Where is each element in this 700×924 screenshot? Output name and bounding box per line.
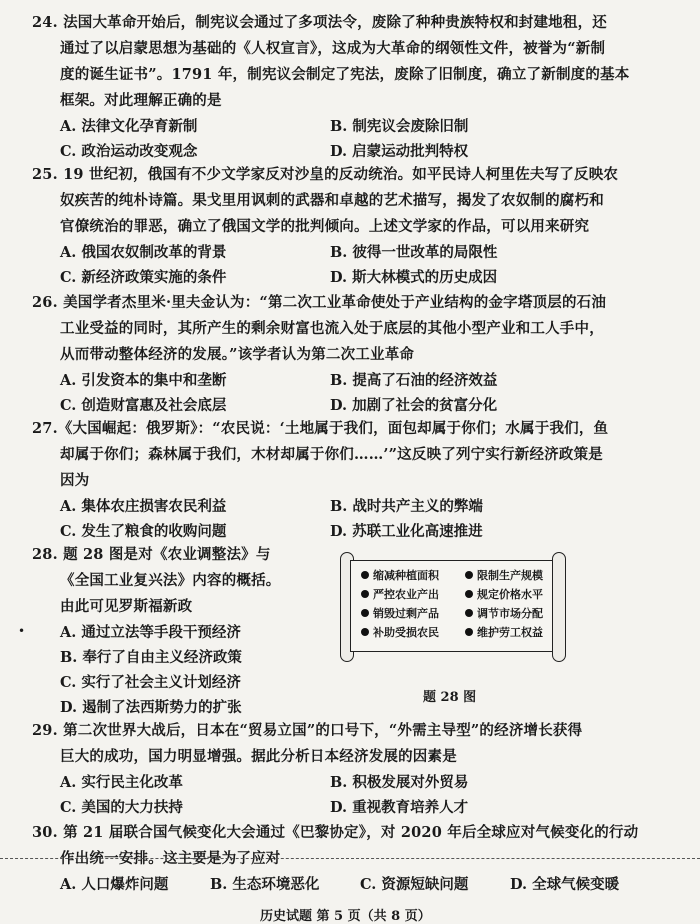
figure-item: 严控农业产出 (361, 586, 439, 602)
question-29 (32, 718, 672, 820)
question-stem-line: 因为 (60, 472, 90, 489)
option-b: B. 彼得一世改革的局限性 (330, 244, 498, 261)
figure-caption: 题 28 图 (423, 690, 477, 705)
question-stem-line: 28. 题 28 图是对《农业调整法》与 (32, 546, 271, 563)
question-stem-line: 作出统一安排。这主要是为了应对 (60, 850, 281, 867)
question-stem-line: 26. 美国学者杰里米·里夫金认为：“第二次工业革命使处于产业结构的金字塔顶层的石油 (32, 294, 607, 311)
figure-item: 缩减种植面积 (361, 567, 439, 583)
question-stem-line: 却属于你们；森林属于我们，木材却属于你们……’”这反映了列宁实行新经济政策是 (60, 446, 603, 463)
bullet-icon (361, 628, 369, 636)
option-a: A. 引发资本的集中和垄断 (60, 372, 227, 389)
question-stem-line: 由此可见罗斯福新政 (60, 598, 193, 615)
question-stem-line: 29. 第二次世界大战后，日本在“贸易立国”的口号下，“外需主导型”的经济增长获得 (32, 722, 583, 739)
question-stem-line: 框架。对此理解正确的是 (60, 92, 222, 109)
option-a: A. 法律文化孕育新制 (60, 118, 198, 135)
question-stem-line: 25. 19 世纪初，俄国有不少文学家反对沙皇的反动统治。如平民诗人柯里佐夫写了反映农 (32, 166, 619, 183)
bullet-icon (465, 609, 473, 617)
option-c: C. 美国的大力扶持 (60, 799, 183, 816)
option-d: D. 遏制了法西斯势力的扩张 (60, 699, 242, 716)
scroll-roller-right (552, 552, 566, 662)
question-stem-line: 27.《大国崛起：俄罗斯》：“农民说：‘土地属于我们，面包却属于你们；水属于我们，鱼 (32, 420, 609, 437)
option-d: D. 苏联工业化高速推进 (330, 523, 483, 540)
option-b: B. 生态环境恶化 (210, 876, 320, 893)
option-c: C. 新经济政策实施的条件 (60, 269, 227, 286)
question-26 (32, 290, 672, 418)
question-stem-line: 30. 第 21 届联合国气候变化大会通过《巴黎协定》，对 2020 年后全球应对气候变化的行动 (32, 824, 639, 841)
figure-item: 维护劳工权益 (465, 624, 543, 640)
figure-item: 补助受损农民 (361, 624, 439, 640)
option-c: C. 实行了社会主义计划经济 (60, 674, 241, 691)
question-stem-line: 巨大的成功，国力明显增强。据此分析日本经济发展的因素是 (60, 748, 457, 765)
option-b: B. 提高了石油的经济效益 (330, 372, 498, 389)
question-27 (32, 416, 672, 544)
question-stem-line: 24. 法国大革命开始后，制宪议会通过了多项法令，废除了种种贵族特权和封建地租，还 (32, 14, 607, 31)
question-stem-line: 官僚统治的罪恶，确立了俄国文学的批判倾向。上述文学家的作品，可以用来研究 (60, 218, 590, 235)
option-d: D. 重视教育培养人才 (330, 799, 469, 816)
fold-line (0, 858, 700, 859)
bullet-icon (361, 590, 369, 598)
question-stem-line: 奴疾苦的纯朴诗篇。果戈里用讽刺的武器和卓越的艺术描写，揭发了农奴制的腐朽和 (60, 192, 604, 209)
question-25 (32, 162, 672, 290)
option-b: B. 战时共产主义的弊端 (330, 498, 483, 515)
option-b: B. 奉行了自由主义经济政策 (60, 649, 242, 666)
question-stem-line: 工业受益的同时，其所产生的剩余财富也流入处于底层的其他小型产业和工人手中， (60, 320, 604, 337)
figure-item: 限制生产规模 (465, 567, 543, 583)
question-stem-line: 通过了以启蒙思想为基础的《人权宣言》，这成为大革命的纲领性文件，被誉为“新制 (60, 40, 606, 57)
figure-item: 规定价格水平 (465, 586, 543, 602)
option-b: B. 积极发展对外贸易 (330, 774, 469, 791)
question-28 (32, 542, 332, 720)
bullet-icon (361, 571, 369, 579)
option-d: D. 加剧了社会的贫富分化 (330, 397, 498, 414)
option-c: C. 创造财富惠及社会底层 (60, 397, 227, 414)
option-c: C. 政治运动改变观念 (60, 143, 198, 160)
question-stem-line: 《全国工业复兴法》内容的概括。 (60, 572, 281, 589)
figure-28-scroll (338, 546, 568, 666)
bullet-icon (361, 609, 369, 617)
bullet-icon (465, 628, 473, 636)
option-c: C. 发生了粮食的收购问题 (60, 523, 227, 540)
option-a: A. 集体农庄损害农民利益 (60, 498, 227, 515)
option-b: B. 制宪议会废除旧制 (330, 118, 469, 135)
question-stem-line: 从而带动整体经济的发展。”该学者认为第二次工业革命 (60, 346, 415, 363)
option-c: C. 资源短缺问题 (360, 876, 469, 893)
option-d: D. 全球气候变暖 (510, 876, 620, 893)
option-d: D. 斯大林模式的历史成因 (330, 269, 498, 286)
figure-item: 调节市场分配 (465, 605, 543, 621)
question-24 (32, 10, 672, 164)
figure-item: 销毁过剩产品 (361, 605, 439, 621)
option-a: A. 通过立法等手段干预经济 (60, 624, 241, 641)
bullet-icon (465, 590, 473, 598)
option-a: A. 俄国农奴制改革的背景 (60, 244, 227, 261)
scroll-body (350, 560, 558, 652)
option-a: A. 人口爆炸问题 (60, 876, 169, 893)
bullet-icon (465, 571, 473, 579)
margin-mark: • (18, 624, 26, 638)
question-stem-line: 度的诞生证书”。1791 年，制宪议会制定了宪法，废除了旧制度，确立了新制度的基本 (60, 66, 630, 83)
page-footer: 历史试题 第 5 页（共 8 页） (260, 909, 431, 924)
option-d: D. 启蒙运动批判特权 (330, 143, 469, 160)
option-a: A. 实行民主化改革 (60, 774, 183, 791)
